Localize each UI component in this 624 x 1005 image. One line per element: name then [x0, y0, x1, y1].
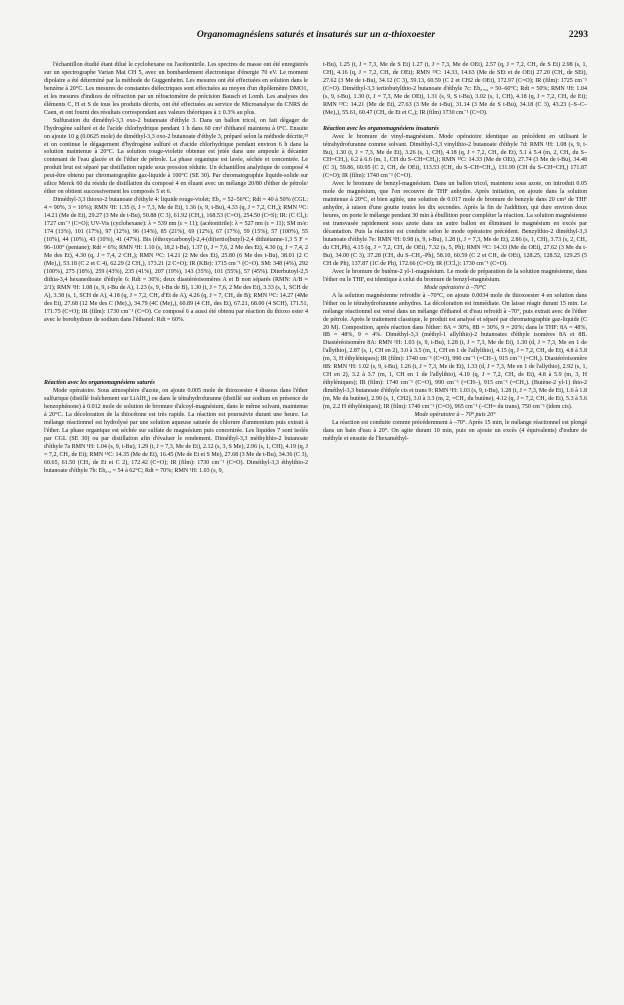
section-heading: Réaction avec les organomagnésiens saturés: [44, 380, 155, 387]
body-paragraph: Diméthyl-3,3 thioxo-2 butanoate d'éthyle 4: liquide rouge-violet; Eb₂ = 52–56°C; Rdt = 40 à 50% (CGL: 4 = 90%, 3 = 10%); RMN ¹H: 1.35 (t, J = 7,3, Me de Et), 1.36 (s, 9, t-Bu), 4.33 (q, J = 7,2, CH₂); RMN ¹³C: 14.21 (Me de Et), 29.27 (3 Me de t-Bu), 50.88 (C 3), 61.92 (CH₂), 168.53 (C=O), 254.50 (C=S); IR: (C Cl₄): 1727 cm⁻¹ (C=O); UV-Vis (cyclohexane): λ = 539 nm (ε = 11); (acétonitrile): λ = 527 nm (ε = 11); SM m/e: 174 (13%), 101 (17%), 97 (12%), 96 (14%), 85 (21%), 69 (12%), 67 (17%), 59 (15%), 57 (100%), 55 (10%), 44 (10%), 43 (10%), 41 (47%). Bis (éthoxycarbonyl)-2,4-(di(tertio(butyl)-2,4 dithiétanne-1,3 5 F = 96–100° (pentane); Rdt = 6%; RMN ¹H: 1.10 (s, 18,2 t-Bu), 1.37 (t, J = 7,6, 2 Me des Et), 4.30 (q, J = 7,4, 2 Me des Et), 4.30 (q, J = 7,4, 2 CH₂); RMN ¹³C: 14.21 (2 Me des Et), 25.80 (6 Me des t-Bu), 38.01 (2 C (Me)₃), 53.18 (C 2 et C 4), 62.29 (2 CH₂), 173.21 (2 C=O); IR (KBr): 1715 cm⁻¹ (C=O). SM: 348 (4%), 292 (100%), 275 (18%), 259 (43%), 235 (41%), 207 (19%), 143 (35%), 101 (55%), 57 (45%). Diterbutoyl-2,5 dithia-3,4 hexanedioate d'éthyle 6: Rdt = 30%; deux diastéréoisomères A et B non séparés (RMN: A/B ≈ 2/1); RMN ¹H: 1.08 (s, 9, t-Bu de A), 1.23 (s, 9, t-Bu de B), 1.30 (t, J = 7,6, 2 Me des Et), 3.33 (s, 1, SCH de A), 3.38 (s, 1, SCH de A), 4.18 (q, J = 7,2, CH₂ d'Et de A), 4.26 (q, J = 7, CH₂ de B); RMN ¹³C: 14.27 (4Me des Et), 27.68 (12 Me des C (Me)₃), 34.79 (4C (Me)₃), 60.89 (4 CH₂ des Et), 67.21, 68.00 (4 SCH), 171.51, 171.75 (C=O); IR (film): 1730 cm⁻¹ (C=O). Ce composé 6 a aussi été obtenu par réaction du thioxo ester 4 avec le borohydrure de sodium dans l'éthanol: Rdt = 60%.: [44, 197, 308, 323]
subsection-heading: Mode opératoire à –70°C: [423, 284, 487, 291]
page-number: 2293: [568, 29, 588, 40]
spacer: [44, 324, 308, 378]
section-heading: Réaction avec les organomagnésiens insaturés: [323, 125, 439, 132]
running-title: Organomagnésiens saturés et insaturés sur un α-thioxoester: [196, 29, 436, 40]
subsection-heading: Mode opératoire à – 70° puis 20°: [414, 411, 496, 418]
body-paragraph: Mode opératoire. Sous atmosphère d'azote, on ajoute 0.005 mole de thioxoester 4 dissous dans l'éther sulfurique (distillé fraîchement sur LiAlH₄) ou dans le tétrahydrofuranne (distillé sur sodium en présence de benzophénone) à 0.012 mole de solution de bromure d'alcoyl-magnésium, dans le même solvant, maintenue à 20°C. La décoloration de la thiocétone est très rapide. La réaction est poursuivie durant une heure. Le mélange réactionnel est hydrolysé par une solution aqueuse saturée de chlorure d'ammonium puis extrait à l'éther. La phase organique est séchée sur sulfate de magnésium puis concentrée. Les liquides 7 sont isolés par CGL (SE 30) ou par distillation afin d'évaluer le rendement. Diméthyl-3,3 méthylthio-2 butanoate d'éthyle 7a RMN ¹H: 1.04 (s, 9, t-Bu), 1.29 (t, J = 7,3, Me de Et), 2.12 (s, 3, S Me), 2.96 (s, 1, CH), 4.19 (q, J = 7,2, CH₂ de Et); RMN ¹³C: 14.35 (Me de Et), 16.45 (Me de Et et S Me), 27.68 (3 Me de t-Bu), 34.36 (C 3), 60.65, 61.50 (CH₂ de Et et C 2), 172.42 (C=O); IR (film): 1730 cm⁻¹ (C=O). Diméthyl-3,3 éthylthio-2 butanoate d'éthyle 7b: Eb₀.₂ = 54 à 62°C; Rdt = 70%; RMN ¹H: 1.03 (s, 9,: [44, 388, 308, 474]
body-paragraph: La réaction est conduite comme précédemment à –70°. Après 15 min, le mélange réactionnel est plongé dans un bain d'eau à 20°. On agite durant 10 min, puis on ajoute un excès (4 équivalents) d'iodure de méthyle et ensuite de l'hexaméthyl-: [323, 419, 587, 442]
right-column: [323, 62, 587, 444]
body-paragraph: Avec le bromure de butène-2 yl-1-magnésium. Le mode de préparation de la solution magnésienne, dans l'éther ou le THF, est identique à celui du bromure de benzyl-magnésium.: [323, 268, 587, 283]
page-header: [44, 29, 588, 43]
body-paragraph: t-Bu), 1.25 (t, J = 7,3, Me de S Et) 1.27 (t, J = 7,3, Me de OEt), 2.57 (q, J = 7,2, CH₂ de S Et) 2.98 (s, 1, CH), 4.16 (q, J = 7,2, CH₂ de OEt); RMN ¹³C: 14.33, 14.63 (Me de SEt et de OEt) 27.20 (CH₂ de SEt), 27.62 (3 Me de t-Bu), 34.12 (C 3), 59.13, 60.59 (C 2 et CH2 de OEt), 172.97 (C=O); IR (film): 1725 cm⁻¹ (C=O). Diméthyl-3,3 tertiobutylthio-2 butanoate d'éthyle 7c: Eb₀.₀₄ = 50–60°C; Rdt = 50%; RMN ¹H: 1.04 (s, 9, t-Bu), 1.30 (t, J = 7,3, Me de OEt), 1.31 (s, 9, S t-Bu), 3.02 (s, 1, CH), 4.18 (q, J = 7,2, CH₂ de Et); RMN ¹³C: 14.21 (Me de Et), 27.63 (3 Me de t-Bu), 31.14 (3 Me de S t-Bu), 34.18 (C 3), 43.23 (–S–C–(Me)₃), 55.61, 60.47 (CH₂ de Et et C₂); IR (film) 1730 cm⁻¹ (C=O).: [323, 62, 587, 116]
body-paragraph: A la solution magnésienne refroidie à –70°C, on ajoute 0.0034 mole de thioxoester 4 en solution dans l'éther ou le tétrahydrofuranne anhydres. La décoloration est immédiate. On laisse réagir durant 15 min. Le mélange réactionnel est versé dans un mélange d'éthanol et d'eau refroidi à –70°, puis extrait avec de l'éther de pétrole. Après le traitement classique, le produit est analysé et séparé par chromatographie gaz-liquide (C 20 M). Composition, après réaction dans l'éther: 8A = 30%, 8B = 30%, 9 = 20%; dans le THF: 8A = 48%, 8B = 48%, 9 = 4%. Diméthyl-3,3 (méthyl-1 allylthio)-2 butanoates d'éthyle isomères 8A et 8B. Diastéréoisomère 8A: RMN ¹H: 1.03 (s, 9, t-Bu), 1.28 (t, J = 7,3, Me de Et), 1.30 (d, J = 7,3, Me en 1 de l'allythio), 2.87 (s, 1, CH en 2), 3.0 à 3.5 (m, 1, CH en 1 de l'allylthio), 4.15 (q, J = 7,2, CH₂ de Et), 4.8 à 5.8 (m, 3, H éthyléniques); IR (film): 1740 cm⁻¹ (C=O), 990 cm⁻¹ (=CH–), 915 cm⁻¹ (=CH₂). Diastéréoisomère 8B: RMN ¹H: 1.02 (s, 9, t-Bu), 1.26 (t, J = 7,3, Me de Et), 1.33 (d, J = 7,3, Me en 1 de l'allythio), 2.92 (s, 1, CH en 2), 3.2 à 3.7 (m, 1, CH en 1 de l'allylthio), 4.10 (q, J = 7,2, CH₂ de Et), 4.8 à 5.9 (m, 3, H éthyléniques); IR (film): 1740 cm⁻¹ (C=O), 990 cm⁻¹ (=CH–), 915 cm⁻¹ (=CH₂). (Butène-2 yl-1) thio-2 diméthyl-3,3 butanoate d'éthyle cis et trans 9: RMN ¹H: 1.03 (s, 9, t-Bu), 1.28 (t, J = 7,3, Me de Et), 1.6 à 1.8 (m, Me du butène), 2.90 (s, 1, CH2), 3.0 à 3.3 (m, 2, =CH₂ du butène), 4.12 (q, J = 7,2, CH₂ de Et), 5.3 à 5.6 (m, 2.2 H éthyléniques); IR (film): 1740 cm⁻¹ (C=O), 965 cm⁻¹ (–CH= du trans), 750 cm⁻¹ (idem cis).: [323, 292, 587, 411]
spacer: [323, 118, 587, 124]
left-column: [44, 62, 308, 476]
body-paragraph: l'échantillon étudié étant dilué le cyclohexane ou l'acétonitrile. Les spectres de masse ont été enregistrés sur un spectrographe Varian Mat CH 5, avec un bombardement électronique d'énergie 70 eV. Le moment dipolaire a été déterminé par la méthode de Guggenheim. Les mesures ont été effectuées en solution dans le benzène à 20°C. Les mesures de constantes diélectriques sont effectuées au moyen d'un dipôlemètre DMO1, et les mesures d'indices de réfraction par un réfractomètre de précision Bausch et Lomb. Les analyses des éléments C, H et S de tous les produits décrits, ont été effectuées au service de Microanalyse du CNRS de Caen, et ont fourni des résultats correspondant aux valeurs théoriques à ± 0.3% au plus.: [44, 62, 308, 116]
body-paragraph: Sulfuration du diméthyl-3,3 oxo-2 butanoate d'éthyle 3. Dans un ballon tricol, on fait dégager de l'hydrogène sulfuré et de l'acide chlorhydrique pendant 1 h dans 60 cm³ d'éthanol maintenu à 0°C. Ensuite on ajoute 10 g (0.0625 mole) de diméthyl-3,3 oxo-2 butanoate d'éthyle 3, préparé selon la méthode décrite,²³ et on continue le dégagement d'hydrogène sulfuré et d'acide chlorhydrique pendant environ 6 h dans la solution maintenue à 20°C. La solution rouge-violette obtenue est jetée dans une ampoule à décanter contenant de l'eau glacée et de l'éther de pétrole. La phase organique est lavée, séchée et concentrée. Le produit brut est séparé par distillation rapide sous pression réduite. Un échantillon analytique de composé 4 peut-être obtenu par chromatographie gaz-liquide à 100°C (SE 30). Par chromatographie liquide-solide sur silice Merck 60 du résidu de distillation du composé 4 en éluant avec un mélange 20/80 d'éther de pétrole/éther on obtient successivement les composés 5 et 6.: [44, 117, 308, 196]
body-paragraph: Avec le bromure de benzyl-magnésium. Dans un ballon tricol, maintenu sous azote, on introduit 0.05 mole de magnésium, que l'on recouvre de THF anhydre. Après initiation, on ajoute dans la solution maintenue à 20°C, et bien agitée, une solution de 0.017 mole de bromure de benzyle dans 20 cm³ de THF anhydre, à raison d'une goutte toutes les dix secondes. Après la fin de l'addition, qui dure environ deux heures, on porte le mélange pendant 30 min à ébullition pour compléter la réaction. La solution magnésienne est transvasée rapidement sous azote dans un autre ballon en éliminant le magnésium en excès par décantation. Puis la réaction est conduite selon le mode opératoire précédent. Benzylthio-2 diméthyl-3,3 butanoate d'éthyle 7e: RMN ¹H: 0.98 (s, 9, t-Bu), 1.28 (t, J = 7,3, Me de Et), 2.86 (s, 1, CH), 3.73 (s, 2, CH₂ du CH₂Ph), 4.15 (q, J = 7,2, CH₂ de OEt), 7.32 (s, 5, Ph); RMN ¹³C: 14.33 (Me du OEt), 27.62 (3 Me du t-Bu), 34.00 (C 3), 37.28 (CH₂ du S–CH₂–Ph), 58.10, 60.59 (C 2 et CH₂ de OEt), 128.25, 128.52, 129.25 (5 CH de Ph), 137.87 (1C de Ph), 172.66 (C=O); IR (CCl₄): 1730 cm⁻¹ (C=O).: [323, 181, 587, 267]
body-paragraph: Avec le bromure de vinyl-magnésium. Mode opératoire identique au précédent en utilisant le tétrahydrofuranne comme solvant. Diméthyl-3,3 vinylthio-2 butanoate d'éthyle 7d: RMN ¹H: 1.08 (s, 9, t-Bu), 1.30 (t, J = 7,3, Me de Et), 3.26 (s, 1, CH), 4.18 (q, J = 7,2, CH₂ de Et), 5.1 à 5.4 (m, 2, CH₂ du S–CH=CH₂), 6.2 à 6.6 (m, 1, CH du S–CH=CH₂); RMN ¹³C: 14.33 (Me de OEt), 27.74 (3 Me de t-Bu), 34.48 (C 3), 59.86, 60.95 (C 2, CH₂ de OEt), 113.53 (CH₂ du S–CH=CH₂), 131.99 (CH du S–CH=CH₂) 171.87 (C=O); IR (film): 1740 cm⁻¹ (C=O).: [323, 133, 587, 180]
